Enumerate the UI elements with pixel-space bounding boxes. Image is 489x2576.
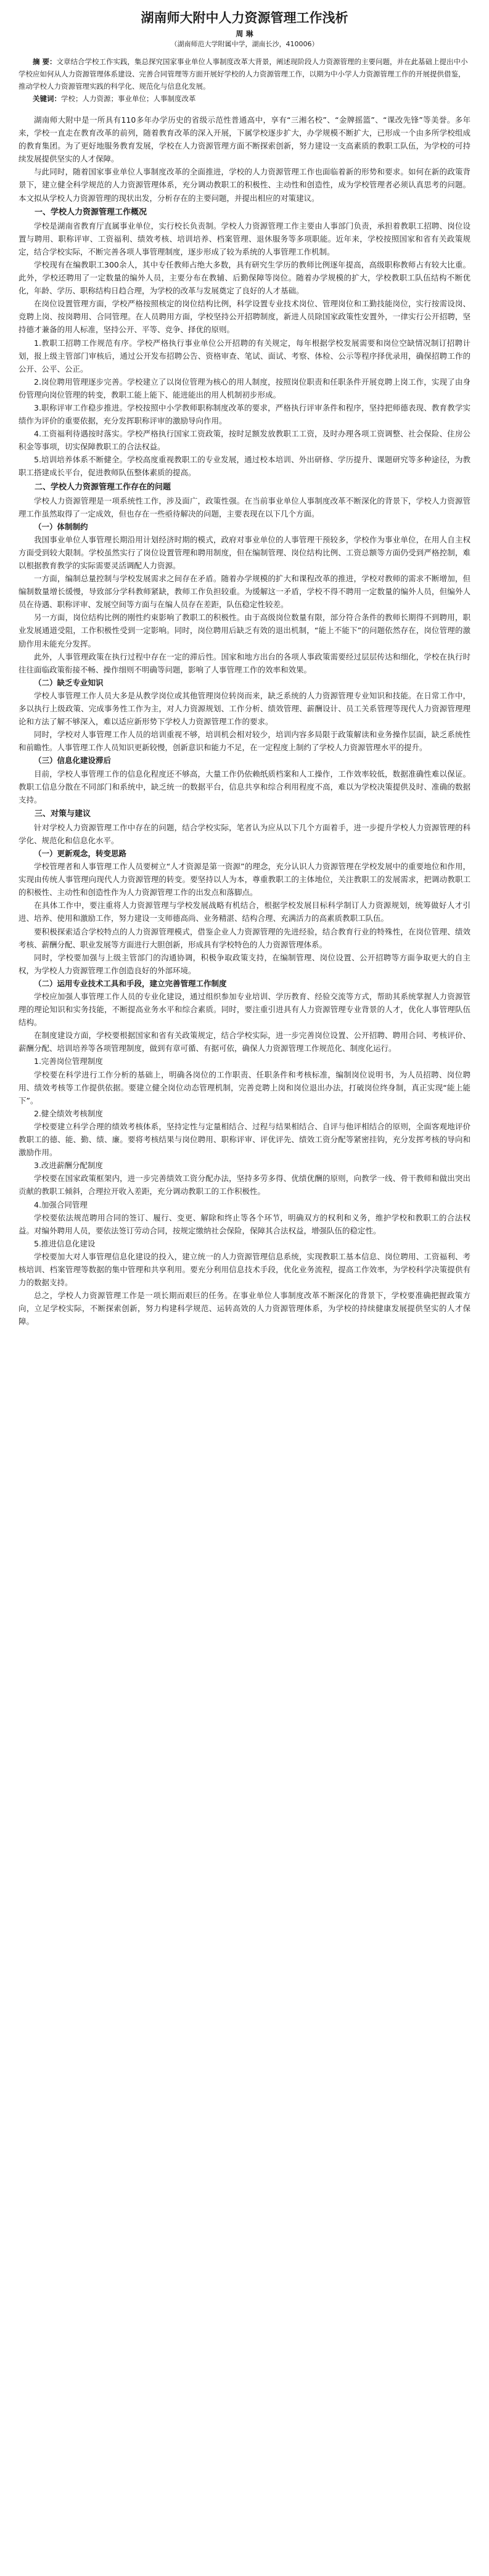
body-paragraph: 4.加强合同管理 (34, 1200, 88, 1209)
article-author: 周 琳 (236, 30, 253, 38)
keywords-text: 学校；人力资源；事业单位；人事制度改革 (61, 94, 196, 103)
body-paragraph: 5.培训培养体系不断健全。学校高度重视教职工的专业发展，通过校本培训、外出研修、学历提升、课题研究等多种途径，为教职工搭建成长平台，促进教师队伍整体素质的提高。 (18, 455, 471, 478)
body-paragraph: 学校要加大对人事管理信息化建设的投入，建立统一的人力资源管理信息系统，实现教职工基本信息、岗位聘用、工资福利、考核培训、档案管理等数据的集中管理和共享利用。要充分利用信息技术手段，优化业务流程，提高工作效率，为学校科学决策提供有力的数据支持。 (18, 1251, 471, 1288)
body-paragraph: 与此同时，随着国家事业单位人事制度改革的全面推进，学校的人力资源管理工作也面临着新的形势和要求。如何在新的政策背景下，建立健全科学规范的人力资源管理体系，充分调动教职工的积极性、主动性和创造性，成为学校管理者必须认真思考的问题。本文拟从学校人力资源管理的现状出发，分析存在的主要问题，并提出相应的对策建议。 (18, 167, 471, 203)
abstract-label: 摘 要： (33, 57, 57, 66)
body-paragraph: 学校是湖南省教育厅直属事业单位，实行校长负责制。学校人力资源管理工作主要由人事部门负责，承担着教职工招聘、岗位设置与聘用、职称评审、工资福利、绩效考核、培训培养、档案管理、退休服务等多项职能。近年来，学校按照国家和省有关政策规定，结合学校实际，不断完善各项人事管理制度，逐步形成了较为系统的人事管理工作机制。 (18, 221, 471, 256)
body-paragraph: 学校要建立科学合理的绩效考核体系，坚持定性与定量相结合、过程与结果相结合、自评与他评相结合的原则，全面客观地评价教职工的德、能、勤、绩、廉。要将考核结果与岗位聘用、职称评审、评优评先、绩效工资分配等紧密挂钩，充分发挥考核的导向和激励作用。 (18, 1121, 471, 1158)
body-paragraph: 总之，学校人力资源管理工作是一项长期而艰巨的任务。在事业单位人事制度改革不断深化的背景下，学校要准确把握政策方向，立足学校实际，不断探索创新，努力构建科学规范、运转高效的人力资源管理体系，为学校的持续健康发展提供坚实的人才保障。 (18, 1291, 471, 1327)
keywords (18, 92, 471, 105)
body-paragraph: 学校应加强人事管理工作人员的专业化建设，通过组织参加专业培训、学历教育、经验交流等方式，帮助其系统掌握人力资源管理的理论知识和实务技能，不断提高业务水平和综合素质。同时，要注重引进具有人力资源管理专业背景的人才，优化人事管理队伍结构。 (18, 992, 471, 1028)
body-paragraph: 3.改进薪酬分配制度 (34, 1161, 103, 1171)
subsection-heading: （一）体制制约 (34, 521, 88, 531)
abstract (18, 55, 471, 92)
body-paragraph: 在岗位设置管理方面，学校严格按照核定的岗位结构比例，科学设置专业技术岗位、管理岗位和工勤技能岗位，实行按需设岗、竞聘上岗、按岗聘用、合同管理。在人员聘用方面，学校坚持公开招聘制度，新进人员除国家政策性安置外，一律实行公开招聘，坚持德才兼备的用人标准，坚持公开、平等、竞争、择优的原则。 (18, 299, 471, 335)
article-body (18, 113, 471, 1328)
body-paragraph: 在具体工作中，要注重将人力资源管理与学校发展战略有机结合，根据学校发展目标科学制订人力资源规划，统筹做好人才引进、培养、使用和激励工作，努力建设一支师德高尚、业务精湛、结构合理、充满活力的高素质教职工队伍。 (18, 901, 471, 923)
body-paragraph: 5.推进信息化建设 (34, 1238, 96, 1248)
body-paragraph: 此外，人事管理政策在执行过程中存在一定的滞后性。国家和地方出台的各项人事政策需要经过层层传达和细化，学校在执行时往往面临政策衔接不畅、操作细则不明确等问题，影响了人事管理工作的效率和效果。 (18, 652, 471, 674)
subsection-heading: （三）信息化建设滞后 (34, 756, 112, 766)
body-paragraph: 1.教职工招聘工作规范有序。学校严格执行事业单位公开招聘的有关规定，每年根据学校发展需要和岗位空缺情况制订招聘计划，报上级主管部门审核后，通过公开发布招聘公告、资格审查、笔试、面试、考察、体检、公示等程序择优录用，确保招聘工作的公开、公平、公正。 (18, 338, 471, 374)
subsection-heading: （一）更新观念，转变思路 (34, 848, 127, 858)
body-paragraph: 目前，学校人事管理工作的信息化程度还不够高，大量工作仍依赖纸质档案和人工操作，工作效率较低，数据准确性难以保证。教职工信息分散在不同部门和系统中，缺乏统一的数据平台，信息共享和综合利用程度不高，难以为学校决策提供及时、准确的数据支持。 (18, 769, 471, 804)
body-paragraph: 学校管理者和人事管理工作人员要树立“人才资源是第一资源”的理念，充分认识人力资源管理在学校发展中的重要地位和作用，实现由传统人事管理向现代人力资源管理的转变。要坚持以人为本，尊重教职工的主体地位，关注教职工的发展需求，把调动教职工的积极性、主动性和创造性作为人力资源管理工作的出发点和落脚点。 (18, 862, 471, 898)
body-paragraph: 4.工资福利待遇按时落实。学校严格执行国家工资政策，按时足额发放教职工工资，及时办理各项工资调整、社会保险、住房公积金等事项，切实保障教职工的合法权益。 (18, 429, 471, 452)
body-paragraph: 3.职称评审工作稳步推进。学校按照中小学教师职称制度改革的要求，严格执行评审条件和程序，坚持把师德表现、教育教学实绩作为评价的重要依据，充分发挥职称评审的激励导向作用。 (18, 403, 471, 426)
body-paragraph: 2.健全绩效考核制度 (34, 1108, 103, 1118)
section-heading: 一、学校人力资源管理工作概况 (35, 207, 147, 217)
body-paragraph: 湖南师大附中是一所具有110多年办学历史的省级示范性普通高中，享有“三湘名校”、“金牌摇篮”、“课改先锋”等美誉。多年来，学校一直走在教育改革的前列，随着教育改革的深入开展，下属学校逐步扩大，办学规模不断扩大，已形成一个由多所学校组成的教育集团。为了更好地服务教育发展，学校在人力资源管理方面不断探索创新，努力建设一支高素质的教职工队伍，为学校的可持续发展提供坚实的人才保障。 (18, 115, 471, 164)
body-paragraph: 学校要在国家政策框架内，进一步完善绩效工资分配办法，坚持多劳多得、优绩优酬的原则，向教学一线、骨干教师和做出突出贡献的教职工倾斜，合理拉开收入差距，充分调动教职工的工作积极性。 (18, 1174, 471, 1196)
body-paragraph: 另一方面，岗位结构比例的刚性约束影响了教职工的积极性。由于高级岗位数量有限，部分符合条件的教师长期得不到聘用，职业发展通道受阻，工作积极性受到一定影响。同时，岗位聘用后缺乏有效的退出机制，“能上不能下”的问题依然存在，岗位管理的激励作用未能充分发挥。 (18, 613, 471, 648)
section-heading: 二、学校人力资源管理工作存在的问题 (35, 482, 171, 492)
article-title: 湖南师大附中人力资源管理工作浅析 (141, 10, 348, 25)
body-paragraph: 同时，学校对人事管理工作人员的培训重视不够，培训机会相对较少，培训内容多局限于政策解读和业务操作层面，缺乏系统性和前瞻性。人事管理工作人员知识更新较慢，创新意识和能力不足，在一定程度上制约了学校人力资源管理水平的提升。 (18, 730, 471, 753)
body-paragraph: 学校要依法规范聘用合同的签订、履行、变更、解除和终止等各个环节，明确双方的权利和义务，维护学校和教职工的合法权益。对编外聘用人员，要依法签订劳动合同，按规定缴纳社会保险，保障其合法权益，增强队伍的稳定性。 (18, 1212, 471, 1235)
section-heading: 三、对策与建议 (35, 809, 91, 819)
keywords-label: 关键词： (33, 94, 61, 103)
body-paragraph: 一方面，编制总量控制与学校发展需求之间存在矛盾。随着办学规模的扩大和课程改革的推进，学校对教师的需求不断增加，但编制数量增长缓慢，导致部分学科教师紧缺，教师工作负担较重。为缓解这一矛盾，学校不得不聘用一定数量的编外人员，但编外人员在待遇、职称评审、发展空间等方面与在编人员存在差距，队伍稳定性较差。 (18, 574, 471, 610)
body-paragraph: 我国事业单位人事管理长期沿用计划经济时期的模式，政府对事业单位的人事管理干预较多，学校作为事业单位，在用人自主权方面受到较大限制。学校虽然实行了岗位设置管理和聘用制度，但在编制管理、岗位结构比例、工资总额等方面仍受到严格控制，难以根据教育教学的实际需要灵活调配人力资源。 (18, 534, 471, 570)
body-paragraph: 学校现有在编教职工300余人，其中专任教师占绝大多数，具有研究生学历的教师比例逐年提高，高级职称教师占有较大比重。此外，学校还聘用了一定数量的编外人员，主要分布在教辅、后勤保障等岗位。随着办学规模的扩大，学校教职工队伍结构不断优化，年龄、学历、职称结构日趋合理，为学校的改革与发展奠定了良好的人才基础。 (18, 260, 471, 296)
body-paragraph: 学校人力资源管理是一项系统性工作，涉及面广，政策性强。在当前事业单位人事制度改革不断深化的背景下，学校人力资源管理工作虽然取得了一定成效，但也存在一些亟待解决的问题，主要表现在以下几个方面。 (18, 496, 471, 518)
body-paragraph: 2.岗位聘用管理逐步完善。学校建立了以岗位管理为核心的用人制度，按照岗位职责和任职条件开展竞聘上岗工作，实现了由身份管理向岗位管理的转变，教职工能上能下、能进能出的用人机制初步形成。 (18, 377, 471, 399)
body-paragraph: 学校要在科学进行工作分析的基础上，明确各岗位的工作职责、任职条件和考核标准，编制岗位说明书，为人员招聘、岗位聘用、绩效考核等工作提供依据。要建立健全岗位动态管理机制，完善竞聘上岗和岗位退出办法，打破岗位终身制，真正实现“能上能下”。 (18, 1069, 471, 1105)
body-paragraph: 针对学校人力资源管理工作中存在的问题，结合学校实际，笔者认为应从以下几个方面着手，进一步提升学校人力资源管理的科学化、规范化和信息化水平。 (18, 822, 471, 845)
abstract-text: 文章结合学校工作实践，集总探究国家事业单位人事制度改革大背景，阐述现阶段人力资源管理的主要问题，并在此基础上提出中小学校应如何从人力资源管理体系建设、完善合同管理等方面开展好学校的人力资源管理工作，以期为中小学人力资源管理工作的开展提供借鉴，推动学校人力资源管理实践的科学化、规范化与信息化发展。 (18, 57, 468, 91)
body-paragraph: 要积极探索适合学校特点的人力资源管理模式，借鉴企业人力资源管理的先进经验，结合教育行业的特殊性，在岗位管理、绩效考核、薪酬分配、职业发展等方面进行大胆创新，形成具有学校特色的人力资源管理体系。 (18, 926, 471, 949)
subsection-heading: （二）运用专业技术工具和手段，建立完善管理工作制度 (34, 978, 227, 988)
article-affiliation: （湖南师范大学附属中学，湖南长沙，410006） (170, 40, 319, 48)
subsection-heading: （二）缺乏专业知识 (34, 677, 104, 687)
body-paragraph: 同时，学校要加强与上级主管部门的沟通协调，积极争取政策支持，在编制管理、岗位设置、公开招聘等方面争取更大的自主权，为学校人力资源管理工作创造良好的外部环境。 (18, 952, 471, 975)
body-paragraph: 学校人事管理工作人员大多是从教学岗位或其他管理岗位转岗而来，缺乏系统的人力资源管理专业知识和技能。在日常工作中，多以执行上级政策、完成事务性工作为主，对人力资源规划、工作分析、绩效管理、薪酬设计、员工关系管理等现代人力资源管理理论和方法了解不够深入，难以适应新形势下学校人力资源管理工作的要求。 (18, 690, 471, 727)
body-paragraph: 在制度建设方面，学校要根据国家和省有关政策规定，结合学校实际，进一步完善岗位设置、公开招聘、聘用合同、考核评价、薪酬分配、培训培养等各项管理制度，做到有章可循、有据可依，确保人力资源管理工作规范化、制度化运行。 (18, 1031, 471, 1053)
body-paragraph: 1.完善岗位管理制度 (34, 1057, 103, 1066)
